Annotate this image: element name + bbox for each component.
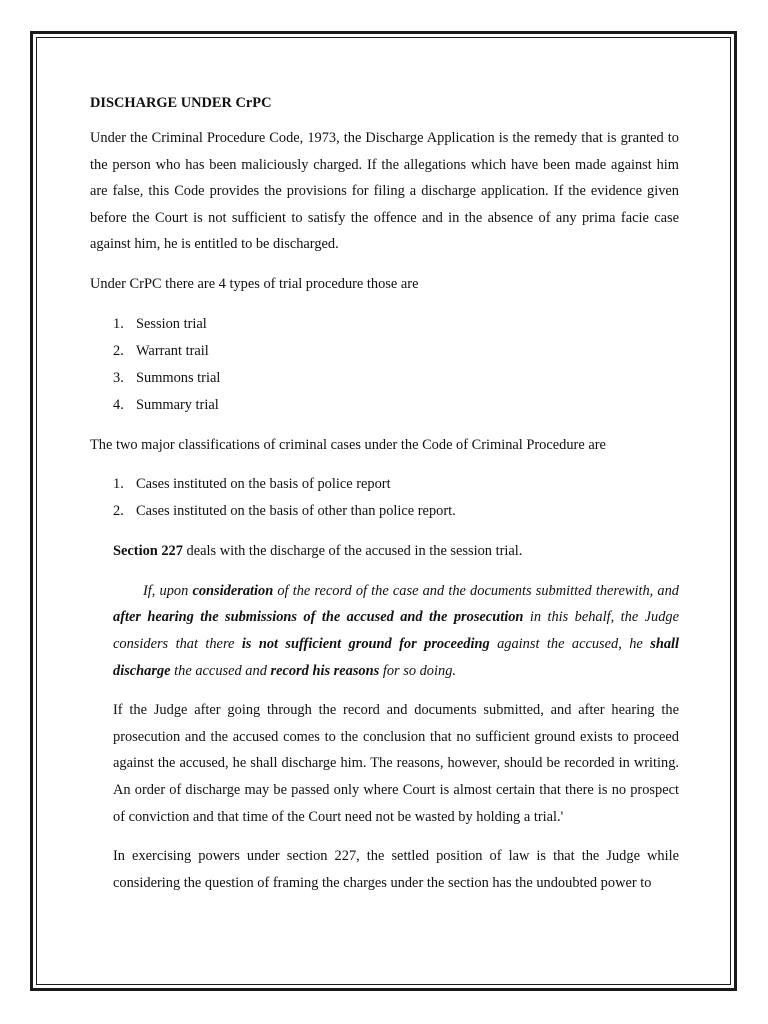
list-text: Summary trial: [136, 396, 219, 413]
classification-list: [90, 471, 679, 525]
list-text: Cases instituted on the basis of other than police report.: [136, 503, 456, 520]
quote-emphasis: shall discharge: [113, 635, 680, 679]
quote-text: of the record of the case and the documents submitted therewith, and: [273, 582, 679, 599]
section-description: deals with the discharge of the accused in the session trial.: [182, 543, 523, 560]
trial-types-lead: Under CrPC there are 4 types of trial procedure those are: [90, 275, 419, 292]
list-text: Warrant trail: [136, 342, 209, 359]
list-number: 1.: [113, 315, 124, 332]
classification-lead: The two major classifications of criminal cases under the Code of Criminal Procedure are: [90, 436, 606, 453]
list-text: Cases instituted on the basis of police report: [136, 476, 391, 493]
list-item: [90, 311, 679, 338]
list-item: [90, 338, 679, 365]
quote-emphasis: consideration: [192, 582, 274, 599]
quote-text: in this behalf, the Judge considers that there: [113, 609, 680, 652]
document-body: [90, 90, 679, 909]
section-227-paragraph: [113, 538, 679, 565]
list-item: [90, 498, 679, 525]
quote-text: the accused and: [170, 662, 271, 679]
powers-paragraph: In exercising powers under section 227, the settled position of law is that the Judge while considering the question of framing the charges under the section has the undoubted power to: [113, 848, 679, 891]
list-text: Summons trial: [136, 369, 221, 386]
list-number: 1.: [113, 476, 124, 493]
section-reference: Section 227: [113, 543, 183, 560]
judge-discharge-paragraph: If the Judge after going through the record and documents submitted, and after hearing the prosecution and the accused comes to the conclusion that no sufficient ground exists to proceed against the accused, he shall discharge him. The reasons, however, should be recorded in writing. An order of discharge may be passed only where Court is almost certain that there is no prospect of conviction and that time of the Court need not be wasted by holding a trial.': [113, 702, 679, 825]
quote-text: against the accused, he: [489, 635, 651, 652]
statute-quote: [113, 578, 679, 684]
document-heading: DISCHARGE UNDER CrPC: [90, 95, 272, 111]
list-number: 2.: [113, 342, 124, 359]
quote-emphasis: is not sufficient ground for proceeding: [241, 635, 490, 652]
quote-text: for so doing.: [379, 662, 456, 679]
quote-text: If, upon: [143, 582, 193, 599]
list-number: 3.: [113, 369, 124, 386]
list-item: [90, 365, 679, 392]
quote-emphasis: after hearing the submissions of the accused and the prosecution: [113, 609, 524, 626]
list-number: 4.: [113, 396, 124, 413]
trial-types-list: [90, 311, 679, 419]
list-item: [90, 471, 679, 498]
list-text: Session trial: [136, 315, 207, 332]
list-item: [90, 392, 679, 419]
list-number: 2.: [113, 503, 124, 520]
intro-paragraph: Under the Criminal Procedure Code, 1973, the Discharge Application is the remedy that is granted to the person who has been maliciously charged. If the allegations which have been made against him are false, this Code provides the provisions for filing a discharge application. If the evidence given before the Court is not sufficient to satisfy the offence and in the absence of any prima facie case against him, he is entitled to be discharged.: [90, 130, 679, 253]
quote-emphasis: record his reasons: [270, 662, 380, 679]
